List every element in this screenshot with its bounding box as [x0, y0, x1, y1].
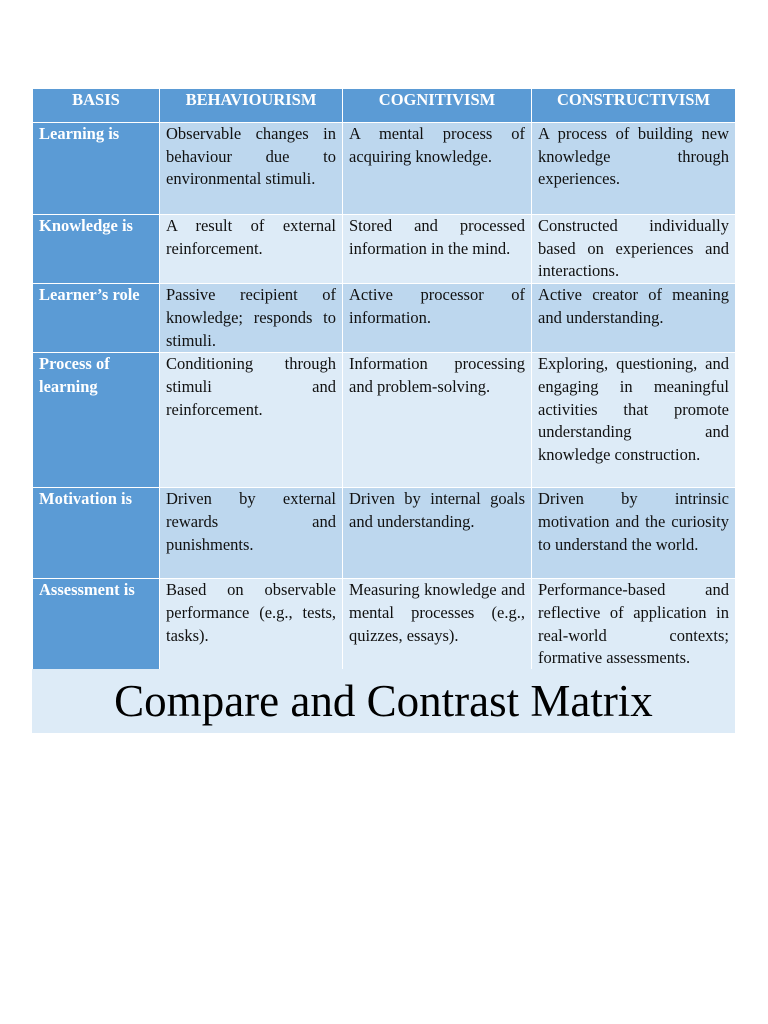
table-row: [33, 488, 736, 579]
cell-cognitivism: Information processing and problem-solving.: [343, 353, 532, 488]
cell-behaviourism: Passive recipient of knowledge; responds to stimuli.: [160, 284, 343, 353]
cell-cognitivism: Measuring knowledge and mental processes (e.g., quizzes, essays).: [343, 579, 532, 671]
cell-constructivism: Exploring, questioning, and engaging in meaningful activities that promote understanding and knowledge construction.: [532, 353, 736, 488]
table-row: [33, 123, 736, 215]
table-row: [33, 215, 736, 284]
header-row: [33, 89, 736, 123]
header-cognitivism: COGNITIVISM: [343, 89, 532, 123]
cell-behaviourism: Based on observable performance (e.g., tests, tasks).: [160, 579, 343, 671]
cell-behaviourism: Observable changes in behaviour due to environmental stimuli.: [160, 123, 343, 215]
cell-cognitivism: A mental process of acquiring knowledge.: [343, 123, 532, 215]
table-row: [33, 579, 736, 671]
cell-constructivism: Performance-based and reflective of application in real-world contexts; formative assessments.: [532, 579, 736, 671]
cell-behaviourism: Driven by external rewards and punishments.: [160, 488, 343, 579]
cell-cognitivism: Active processor of information.: [343, 284, 532, 353]
matrix-caption: Compare and Contrast Matrix: [32, 669, 735, 733]
cell-behaviourism: Conditioning through stimuli and reinforcement.: [160, 353, 343, 488]
table-row: [33, 353, 736, 488]
table-header: [33, 89, 736, 123]
row-label-learning: Learning is: [33, 123, 160, 215]
compare-contrast-table: [32, 88, 736, 671]
row-label-assessment: Assessment is: [33, 579, 160, 671]
cell-cognitivism: Stored and processed information in the mind.: [343, 215, 532, 284]
table-row: [33, 284, 736, 353]
header-basis: BASIS: [33, 89, 160, 123]
cell-constructivism: Constructed individually based on experiences and interactions.: [532, 215, 736, 284]
header-constructivism: CONSTRUCTIVISM: [532, 89, 736, 123]
row-label-process: Process of learning: [33, 353, 160, 488]
cell-constructivism: Active creator of meaning and understanding.: [532, 284, 736, 353]
cell-constructivism: Driven by intrinsic motivation and the curiosity to understand the world.: [532, 488, 736, 579]
row-label-knowledge: Knowledge is: [33, 215, 160, 284]
row-label-motivation: Motivation is: [33, 488, 160, 579]
cell-behaviourism: A result of external reinforcement.: [160, 215, 343, 284]
row-label-learners-role: Learner’s role: [33, 284, 160, 353]
cell-cognitivism: Driven by internal goals and understanding.: [343, 488, 532, 579]
table-body: [33, 123, 736, 671]
cell-constructivism: A process of building new knowledge through experiences.: [532, 123, 736, 215]
header-behaviourism: BEHAVIOURISM: [160, 89, 343, 123]
